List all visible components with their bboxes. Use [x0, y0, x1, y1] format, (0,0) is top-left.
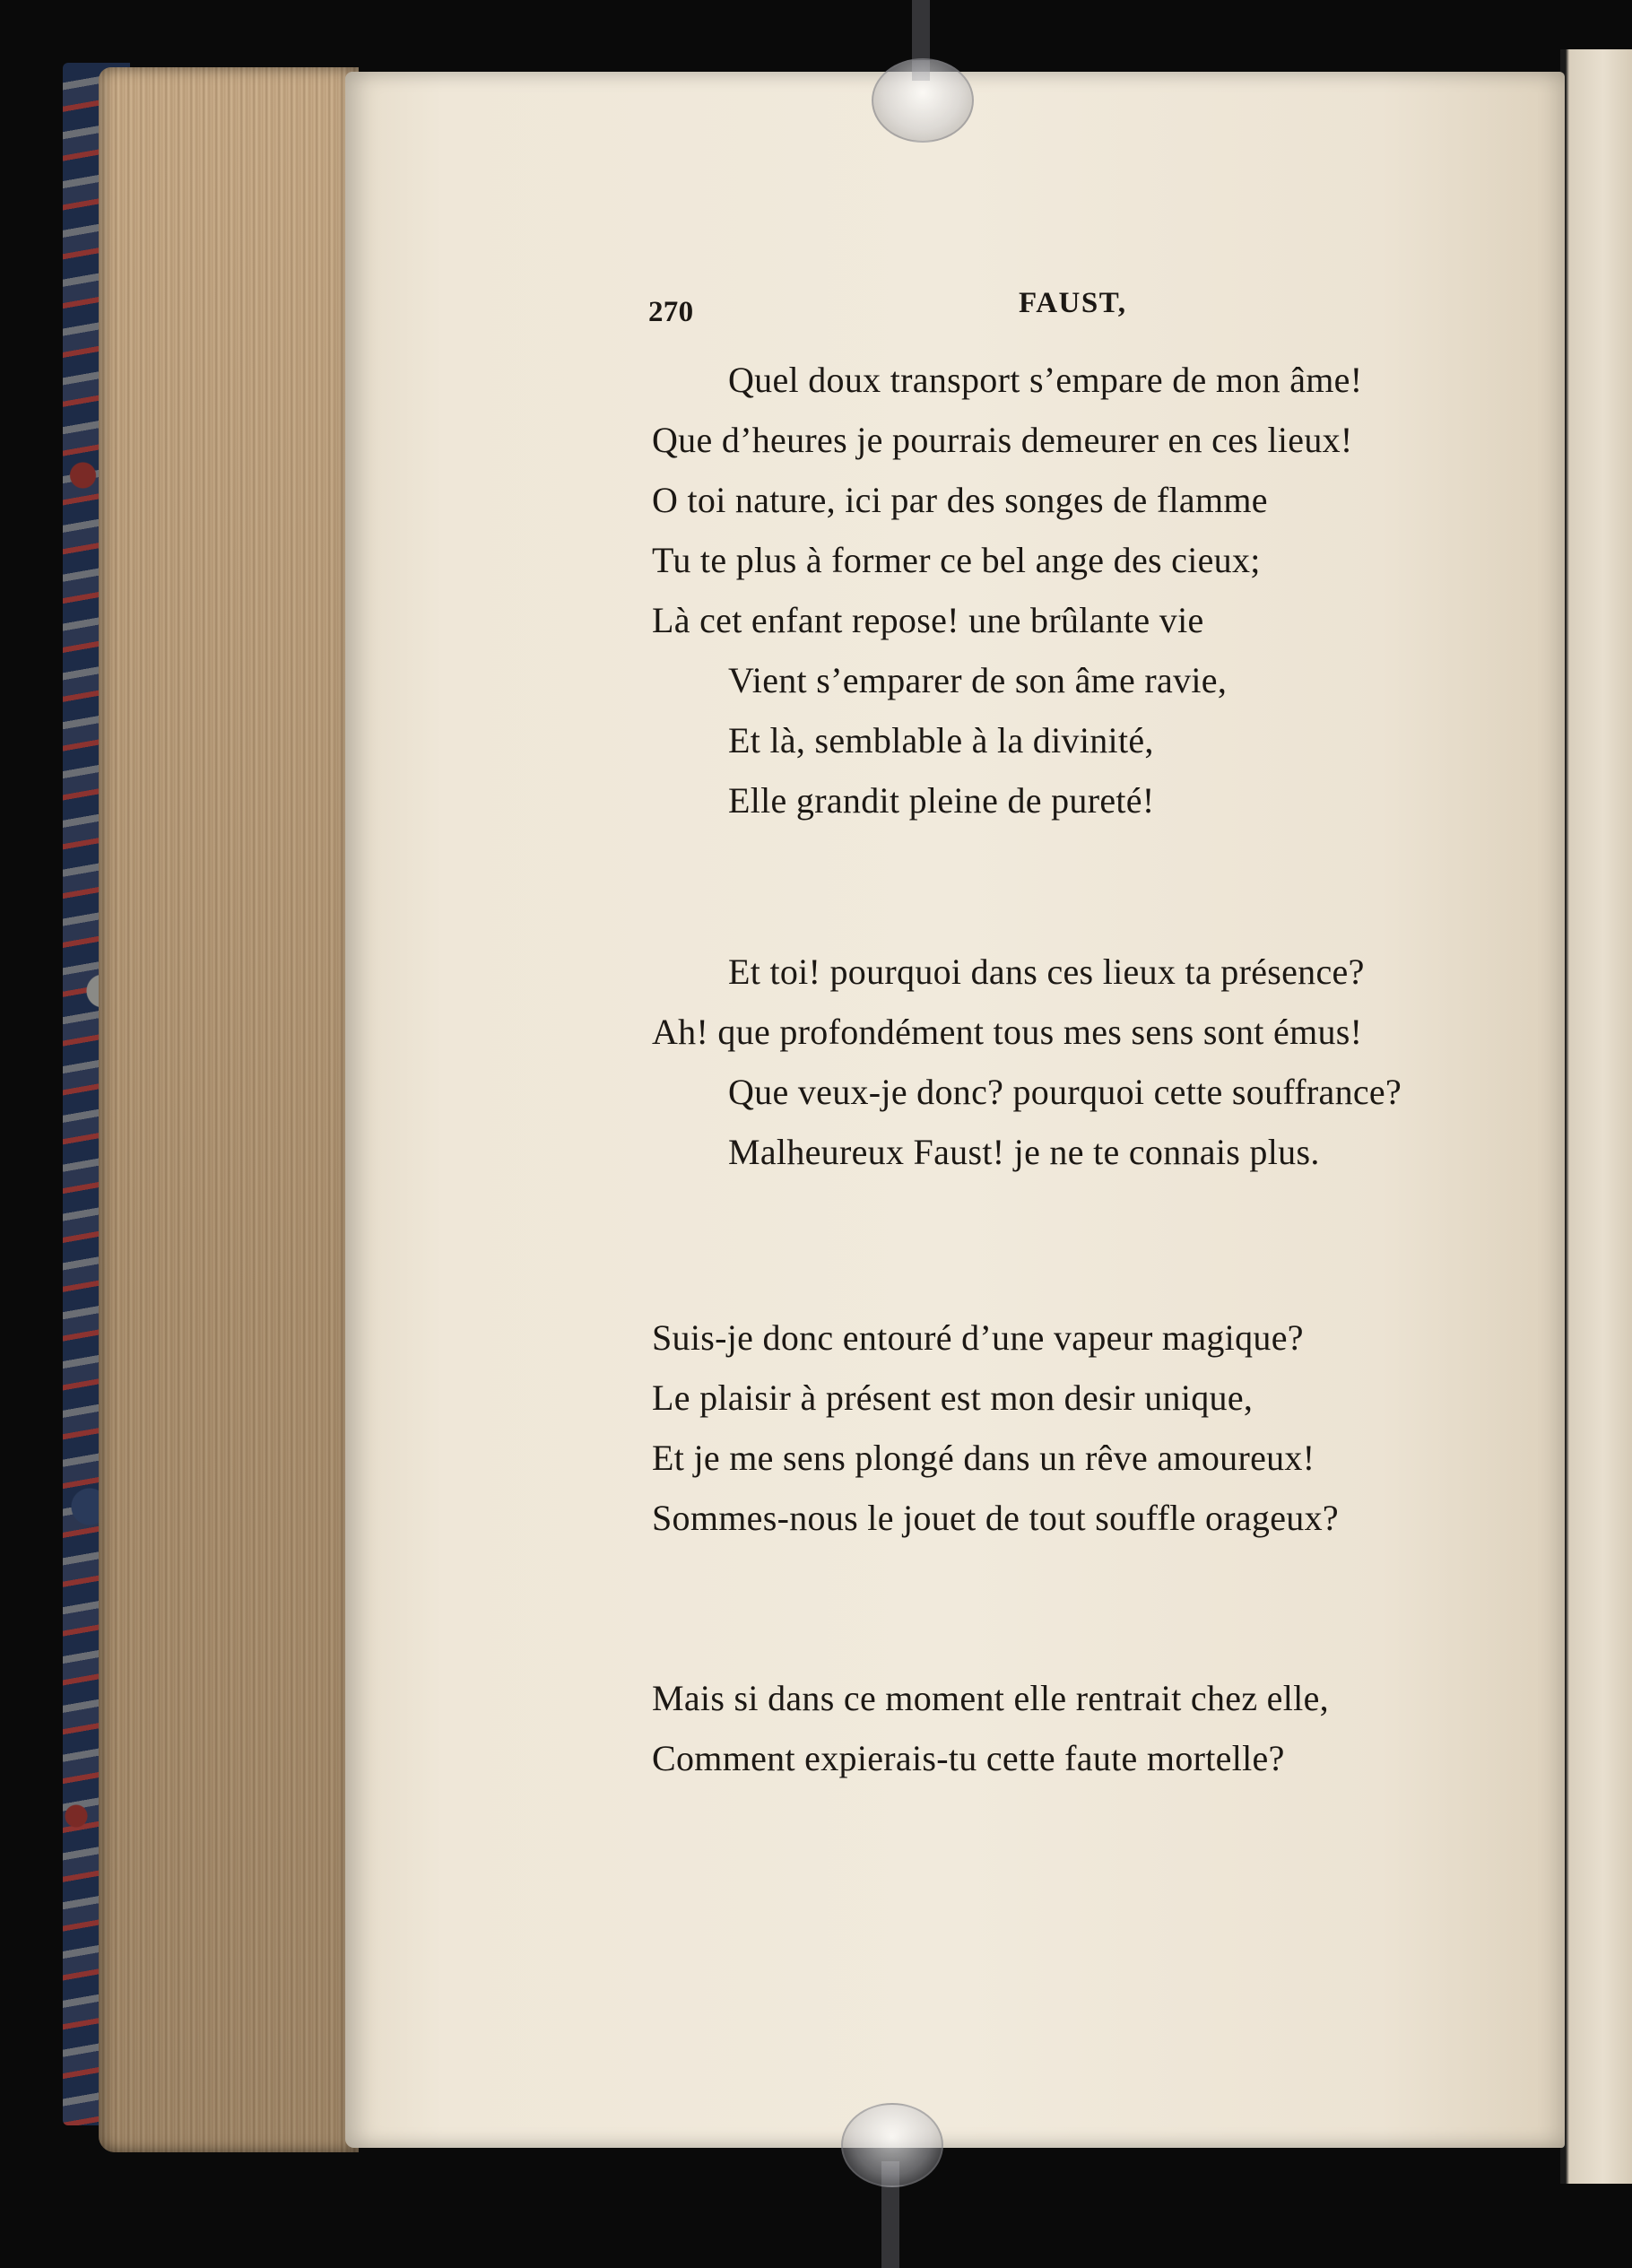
verse-line: Vient s’emparer de son âme ravie,: [728, 660, 1228, 700]
verse-line: Elle grandit pleine de pureté!: [728, 780, 1155, 821]
verse-line: O toi nature, ici par des songes de flamme: [652, 480, 1268, 520]
verse-line: Quel doux transport s’empare de mon âme!: [728, 360, 1363, 400]
verse-line: Suis-je donc entouré d’une vapeur magique?: [652, 1317, 1304, 1358]
verse-line: Que d’heures je pourrais demeurer en ces lieux!: [652, 420, 1353, 460]
verse-line: Et là, semblable à la divinité,: [728, 720, 1154, 760]
page-block-edges: [99, 67, 359, 2152]
running-head: FAUST,: [1019, 287, 1127, 319]
verse-line: Ah! que profondément tous mes sens sont émus!: [652, 1012, 1363, 1052]
facing-page-edge: [1560, 49, 1632, 2184]
verse-line: Malheureux Faust! je ne te connais plus.: [728, 1132, 1320, 1172]
verse-line: Et toi! pourquoi dans ces lieux ta présence?: [728, 952, 1365, 992]
verse-line: Comment expierais-tu cette faute mortelle?: [652, 1738, 1285, 1778]
verse-line: Le plaisir à présent est mon desir unique,: [652, 1377, 1254, 1418]
verse-line: Et je me sens plongé dans un rêve amoureux!: [652, 1438, 1315, 1478]
verse-line: Que veux-je donc? pourquoi cette souffrance?: [728, 1072, 1402, 1112]
page-clip-bottom: [841, 2103, 943, 2187]
verse-line: Tu te plus à former ce bel ange des cieux;: [652, 540, 1261, 580]
verse-line: Là cet enfant repose! une brûlante vie: [652, 600, 1204, 640]
verse-line: Mais si dans ce moment elle rentrait chez elle,: [652, 1678, 1329, 1718]
verse-line: Sommes-nous le jouet de tout souffle orageux?: [652, 1498, 1339, 1538]
page-number: 270: [648, 296, 694, 328]
page-clip-top: [872, 58, 974, 143]
